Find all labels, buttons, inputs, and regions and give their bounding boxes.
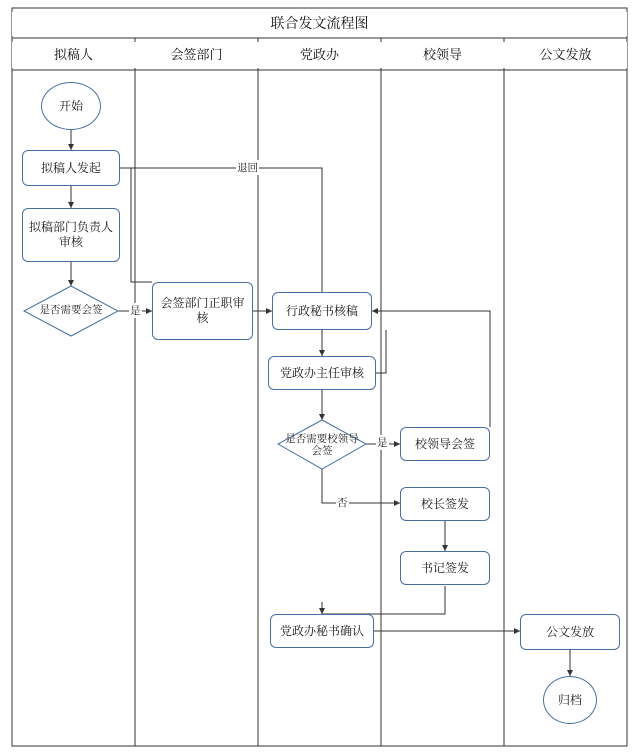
- edge-label-no-leader: 否: [337, 497, 348, 509]
- edge-label-return: 退回: [237, 162, 258, 174]
- lane-header-countersign-dept: 会签部门: [135, 42, 258, 68]
- node-secretary-sign[interactable]: 书记签发: [400, 551, 490, 585]
- node-need-countersign[interactable]: 是否需要会签: [39, 304, 103, 317]
- node-admin-secretary-review[interactable]: 行政秘书核稿: [272, 292, 372, 330]
- diagram-title: 联合发文流程图: [12, 12, 627, 36]
- node-leader-countersign[interactable]: 校领导会签: [400, 427, 490, 461]
- node-office-director-review[interactable]: 党政办主任审核: [268, 356, 376, 390]
- node-office-secretary-confirm[interactable]: 党政办秘书确认: [270, 614, 374, 648]
- node-president-sign[interactable]: 校长签发: [400, 487, 490, 521]
- node-countersign-dept-review[interactable]: 会签部门正职审核: [152, 282, 253, 340]
- node-need-leader-countersign[interactable]: 是否需要校领导会签: [285, 432, 359, 457]
- edge-label-yes-countersign: 是: [130, 305, 141, 317]
- node-document-issue[interactable]: 公文发放: [520, 614, 620, 650]
- node-initiate[interactable]: 拟稿人发起: [22, 150, 120, 186]
- node-start[interactable]: 开始: [41, 82, 101, 130]
- lane-header-document-issue: 公文发放: [504, 42, 627, 68]
- node-dept-head-review[interactable]: 拟稿部门负责人审核: [22, 208, 120, 262]
- edge-label-yes-leader: 是: [377, 437, 388, 449]
- node-archive[interactable]: 归档: [543, 676, 597, 724]
- lane-header-school-leaders: 校领导: [381, 42, 504, 68]
- lane-header-draft-person: 拟稿人: [12, 42, 135, 68]
- lane-header-party-admin-office: 党政办: [258, 42, 381, 68]
